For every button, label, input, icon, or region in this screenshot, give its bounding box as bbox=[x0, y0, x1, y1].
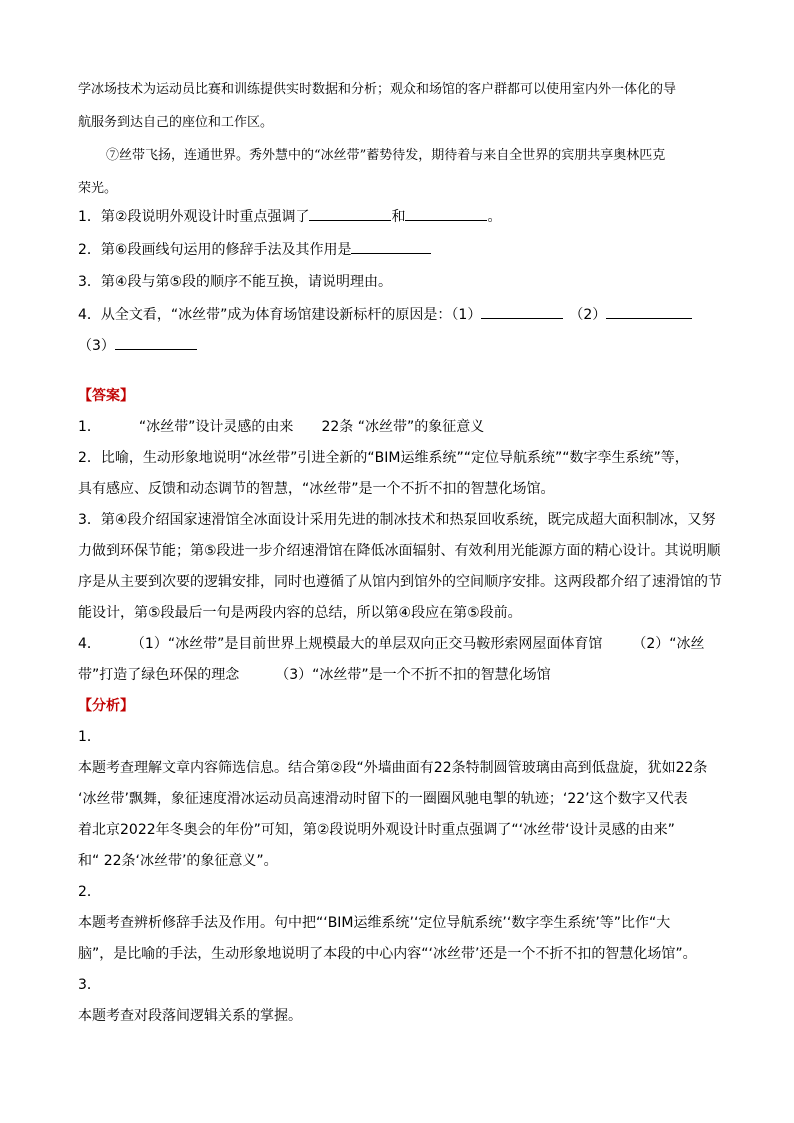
question-2 bbox=[78, 239, 431, 260]
question-1-text: 1．第②段说明外观设计时重点强调了 bbox=[78, 209, 310, 225]
analysis-1-line-4: 和“ 22条‘冰丝带’的象征意义”。 bbox=[78, 853, 278, 869]
question-1-end: 。 bbox=[487, 209, 502, 225]
question-4-part-3: （3） bbox=[78, 338, 115, 354]
answer-3-line-2: 力做到环保节能；第⑤段进一步介绍速滑馆在降低冰面辐射、有效利用光能源方面的精心设计。其说明顺 bbox=[78, 543, 721, 559]
answer-1 bbox=[78, 417, 484, 437]
answer-3-line-1: 3．第④段介绍国家速滑馆全冰面设计采用先进的制冰技术和热泵回收系统，既完成超大面积制冰，又努 bbox=[78, 512, 716, 528]
question-2-text: 2．第⑥段画线句运用的修辞手法及其作用是 bbox=[78, 242, 352, 258]
question-1 bbox=[78, 206, 501, 227]
answer-blank bbox=[481, 304, 563, 319]
analysis-1-line-3: 着北京2022年冬奥会的年份”可知，第②段说明外观设计时重点强调了“‘冰丝带‘设计灵感的由来” bbox=[78, 822, 675, 838]
passage-line-2: 航服务到达自己的座位和工作区。 bbox=[78, 115, 274, 130]
answer-4-part-1: （1）“冰丝带”是目前世界上规模最大的单层双向正交马鞍形索网屋面体育馆 bbox=[130, 636, 603, 652]
question-4-cont bbox=[78, 335, 197, 356]
answer-4-number: 4． bbox=[78, 636, 101, 652]
analysis-2-line-2: 脑”，是比喻的手法，生动形象地说明了本段的中心内容“‘冰丝带’还是一个不折不扣的智慧化场馆”。 bbox=[78, 946, 697, 962]
answer-2-line-1: 2．比喻，生动形象地说明“冰丝带”引进全新的“BIM运维系统”“定位导航系统”“数字孪生系统”等， bbox=[78, 450, 689, 466]
answer-4-part-3: （3）“冰丝带”是一个不折不扣的智慧化场馆 bbox=[275, 667, 551, 683]
analysis-3-line-1: 本题考查对段落间逻辑关系的掌握。 bbox=[78, 1008, 302, 1024]
question-4-text: 4．从全文看，“冰丝带”成为体育场馆建设新标杆的原因是：（1） bbox=[78, 307, 482, 323]
answer-blank bbox=[115, 335, 197, 350]
answer-3-line-4: 能设计，第⑤段最后一句是两段内容的总结，所以第④段应在第⑤段前。 bbox=[78, 605, 522, 621]
analysis-1-line-1: 本题考查理解文章内容筛选信息。结合第②段“外墙曲面有22条特制圆管玻璃由高到低盘旋，犹如22条 bbox=[78, 760, 708, 776]
passage-line-4: 荣光。 bbox=[78, 181, 118, 196]
answer-4-part-2: （2）“冰丝 bbox=[632, 636, 705, 652]
answer-heading: 【答案】 bbox=[78, 388, 134, 404]
answer-4-part-2-cont: 带”打造了绿色环保的理念 bbox=[78, 667, 240, 683]
answer-1-part-2: 22条 “冰丝带”的象征意义 bbox=[321, 419, 485, 435]
answer-1-number: 1． bbox=[78, 419, 101, 435]
analysis-heading: 【分析】 bbox=[78, 698, 134, 714]
question-3: 3．第④段与第⑤段的顺序不能互换，请说明理由。 bbox=[78, 274, 393, 290]
question-4 bbox=[78, 304, 692, 325]
analysis-1-line-2: ‘冰丝带’飘舞，象征速度滑冰运动员高速滑动时留下的一圈圈风驰电掣的轨迹；‘22’这个数字又代表 bbox=[78, 791, 688, 807]
analysis-2-number: 2． bbox=[78, 884, 101, 900]
answer-blank bbox=[351, 239, 431, 254]
answer-2-line-2: 具有感应、反馈和动态调节的智慧，“冰丝带”是一个不折不扣的智慧化场馆。 bbox=[78, 481, 555, 497]
question-4-part-2: （2） bbox=[569, 307, 607, 323]
answer-3-line-3: 序是从主要到次要的逻辑安排，同时也遵循了从馆内到馆外的空间顺序安排。这两段都介绍了速滑馆的节 bbox=[78, 574, 722, 590]
answer-blank bbox=[405, 206, 487, 221]
analysis-2-line-1: 本题考查辨析修辞手法及作用。句中把“‘BIM运维系统’‘定位导航系统’‘数字孪生系统’等”比作“大 bbox=[78, 915, 671, 931]
analysis-3-number: 3． bbox=[78, 977, 101, 993]
question-1-and: 和 bbox=[391, 209, 406, 225]
passage-line-1: 学冰场技术为运动员比赛和训练提供实时数据和分析；观众和场馆的客户群都可以使用室内外一体化的导 bbox=[78, 82, 677, 97]
answer-4-line-2 bbox=[78, 665, 551, 685]
answer-1-part-1: “冰丝带”设计灵感的由来 bbox=[138, 419, 294, 435]
analysis-1-number: 1． bbox=[78, 729, 101, 745]
passage-line-3: ⑦丝带飞扬，连通世界。秀外慧中的“冰丝带”蓄势待发，期待着与来自全世界的宾朋共享奥林匹克 bbox=[106, 148, 666, 163]
answer-4-line-1 bbox=[78, 634, 705, 654]
answer-blank bbox=[309, 206, 391, 221]
answer-blank bbox=[606, 304, 692, 319]
